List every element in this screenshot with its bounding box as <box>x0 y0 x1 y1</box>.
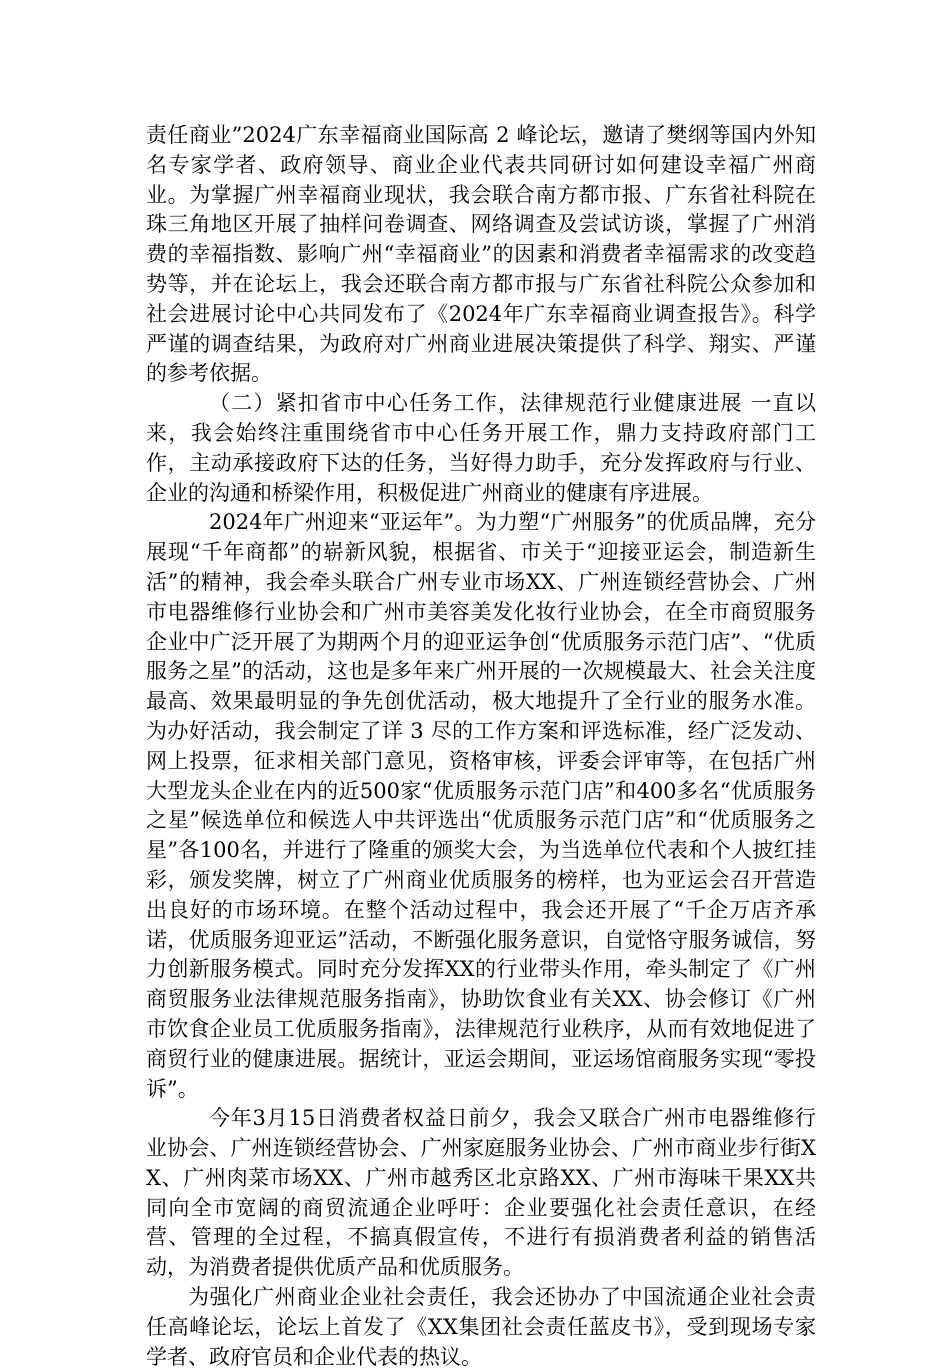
paragraph-5: 为强化广州商业企业社会责任，我会还协办了中国流通企业社会责任高峰论坛，论坛上首发了《XX集团社会责任蓝皮书》，受到现场专家学者、政府官员和企业代表的热议。 <box>146 1285 816 1369</box>
document-page <box>146 121 816 1372</box>
paragraph-2: （二）紧扣省市中心任务工作，法律规范行业健康进展 一直以来，我会始终注重围绕省市中心任务开展工作，鼎力支持政府部门工作，主动承接政府下达的任务，当好得力助手，充分发挥政府与行业、企业的沟通和桥梁作用，积极促进广州商业的健康有序进展。 <box>146 391 816 505</box>
paragraph-3: 2024年广州迎来“亚运年”。为力塑“广州服务”的优质品牌，充分展现“千年商都”的崭新风貌，根据省、市关于“迎接亚运会，制造新生活”的精神，我会牵头联合广州专业市场XX、广州连锁经营协会、广州市电器维修行业协会和广州市美容美发化妆行业协会，在全市商贸服务企业中广泛开展了为期两个月的迎亚运争创“优质服务示范门店”、“优质服务之星”的活动，这也是多年来广州开展的一次规模最大、社会关注度最高、效果最明显的争先创优活动，极大地提升了全行业的服务水准。为办好活动，我会制定了详 3 尽的工作方案和评选标准，经广泛发动、网上投票，征求相关部门意见，资格审核，评委会评审等，在包括广州大型龙头企业在内的近500家“优质服务示范门店”和400多名“优质服务之星”候选单位和候选人中共评选出“优质服务示范门店”和“优质服务之星”各100名，并进行了隆重的颁奖大会，为当选单位代表和个人披红挂彩，颁发奖牌，树立了广州商业优质服务的榜样，也为亚运会召开营造出良好的市场环境。在整个活动过程中，我会还开展了“千企万店齐承诺，优质服务迎亚运”活动，不断强化服务意识，自觉恪守服务诚信，努力创新服务模式。同时充分发挥XX的行业带头作用，牵头制定了《广州商贸服务业法律规范服务指南》，协助饮食业有关XX、协会修订《广州市饮食企业员工优质服务指南》，法律规范行业秩序，从而有效地促进了商贸行业的健康进展。据统计，亚运会期间，亚运场馆商服务实现“零投诉”。 <box>146 510 816 1101</box>
paragraph-4: 今年3月15日消费者权益日前夕，我会又联合广州市电器维修行业协会、广州连锁经营协会、广州家庭服务业协会、广州市商业步行街XX、广州肉菜市场XX、广州市越秀区北京路XX、广州市海味干果XX共同向全市宽阔的商贸流通企业呼吁：企业要强化社会责任意识，在经营、管理的全过程，不搞真假宣传，不进行有损消费者利益的销售活动，为消费者提供优质产品和优质服务。 <box>146 1106 816 1280</box>
paragraph-1: 责任商业”2024广东幸福商业国际高 2 峰论坛，邀请了樊纲等国内外知名专家学者、政府领导、商业企业代表共同研讨如何建设幸福广州商业。为掌握广州幸福商业现状，我会联合南方都市报、广东省社科院在珠三角地区开展了抽样问卷调查、网络调查及尝试访谈，掌握了广州消费的幸福指数、影响广州“幸福商业”的因素和消费者幸福需求的改变趋势等，并在论坛上，我会还联合南方都市报与广东省社科院公众参加和社会进展讨论中心共同发布了《2024年广东幸福商业调查报告》。科学严谨的调查结果，为政府对广州商业进展决策提供了科学、翔实、严谨的参考依据。 <box>146 123 816 386</box>
